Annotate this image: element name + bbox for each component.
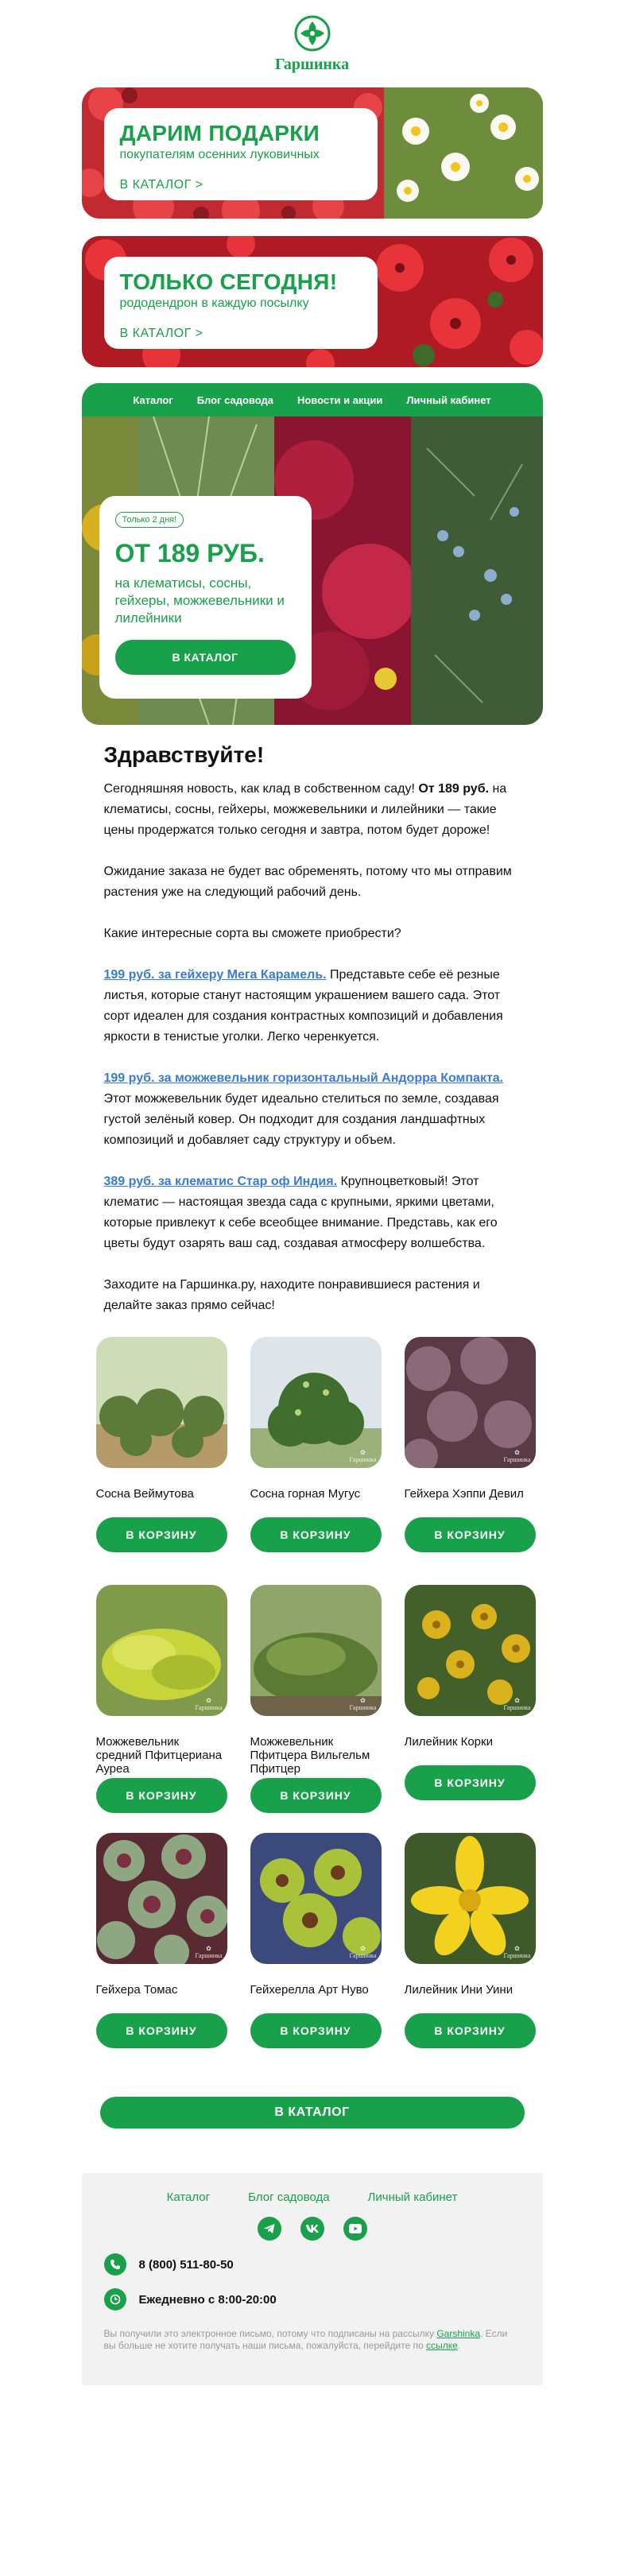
intro-price: От 189 руб. (418, 782, 490, 796)
working-hours: Ежедневно с 8:00-20:00 (138, 2292, 277, 2307)
brand-name: Гаршинка (274, 55, 350, 73)
watermark-logo: ✿ Гаршинка (349, 1945, 377, 1959)
hero-offer-card (99, 496, 312, 699)
watermark-logo: ✿ Гаршинка (195, 1945, 223, 1959)
paragraph-intro (104, 779, 521, 841)
vk-icon[interactable] (300, 2217, 324, 2241)
paragraph-shipping: Ожидание заказа не будет вас обременять, потому что мы отправим растения уже на следующий рабочий день. (103, 865, 512, 899)
unsubscribe-link[interactable]: ссылке (426, 2340, 458, 2351)
gift-banner[interactable] (82, 87, 543, 219)
product-name[interactable]: Сосна горная Мугус (250, 1487, 361, 1501)
add-to-cart-button[interactable]: В КОРЗИНУ (405, 1765, 536, 1800)
intro-text: Сегодняшняя новость, как клад в собственном саду! (103, 782, 419, 796)
product-card (250, 1833, 382, 2081)
product-name[interactable]: Гейхерелла Арт Нуво (250, 1983, 369, 1997)
header-logo[interactable] (82, 0, 543, 87)
duration-badge: Только 2 дня! (115, 512, 184, 528)
today-banner-subtitle: рододендрон в каждую посылку (119, 296, 309, 310)
product-card (250, 1585, 382, 1833)
paragraph-clematis (104, 1172, 521, 1254)
product-image[interactable] (250, 1337, 382, 1468)
gift-banner-card (104, 108, 378, 200)
telegram-icon[interactable] (258, 2217, 281, 2241)
brand-link[interactable]: Garshinka (436, 2328, 481, 2339)
heuchera-link[interactable]: 199 руб. за гейхеру Мега Карамель. (103, 968, 327, 982)
watermark-logo: ✿ Гаршинка (503, 1449, 531, 1463)
nav-news[interactable]: Новости и акции (296, 393, 383, 406)
clematis-link[interactable]: 389 руб. за клематис Стар оф Индия. (103, 1175, 338, 1188)
add-to-cart-button[interactable]: В КОРЗИНУ (250, 1517, 382, 1552)
add-to-cart-button[interactable]: В КОРЗИНУ (96, 2013, 227, 2048)
product-card (96, 1833, 227, 2081)
unsubscribe-notice (104, 2328, 521, 2352)
watermark-logo: ✿ Гаршинка (195, 1697, 223, 1711)
social-links (104, 2217, 521, 2241)
legal-text-end: . (457, 2340, 461, 2351)
add-to-cart-button[interactable]: В КОРЗИНУ (405, 2013, 536, 2048)
watermark-logo: ✿ Гаршинка (349, 1449, 377, 1463)
product-card (405, 1585, 536, 1833)
product-card (96, 1337, 227, 1585)
product-image[interactable] (96, 1337, 227, 1468)
nav-account[interactable]: Личный кабинет (406, 393, 491, 406)
nav-blog[interactable]: Блог садовода (196, 393, 273, 406)
bottom-catalog-button[interactable]: В КАТАЛОГ (100, 2097, 525, 2129)
phone-icon (104, 2253, 126, 2276)
phone-row (104, 2253, 521, 2276)
sale-hero (82, 383, 543, 725)
add-to-cart-button[interactable]: В КОРЗИНУ (96, 1778, 227, 1813)
hero-catalog-button[interactable]: В КАТАЛОГ (115, 640, 296, 675)
add-to-cart-button[interactable]: В КОРЗИНУ (405, 1517, 536, 1552)
heuchera-text: Представьте себе её резные листья, которые станут настоящим украшением вашего сада. Этот сорт идеален для создания контрастных композиций и добавления яркости в тенистые уголки. Легко черенкуется. (103, 968, 503, 1044)
product-image[interactable] (96, 1585, 227, 1716)
clock-icon (104, 2288, 126, 2311)
add-to-cart-button[interactable]: В КОРЗИНУ (250, 1778, 382, 1813)
footer (82, 2173, 543, 2385)
footer-links (104, 2191, 521, 2204)
today-banner-title: ТОЛЬКО СЕГОДНЯ! (119, 269, 338, 294)
gift-banner-title: ДАРИМ ПОДАРКИ (119, 121, 320, 145)
product-card (250, 1337, 382, 1585)
product-image[interactable] (405, 1585, 536, 1716)
intro-text-end: на клематисы, сосны, гейхеры, можжевельники и лилейники — такие цены продержатся только сегодня и завтра, потом будет дороже! (103, 782, 507, 837)
letter-body (82, 725, 543, 1316)
product-name[interactable]: Можжевельник Пфитцера Вильгельм Пфитцер (250, 1735, 370, 1776)
add-to-cart-button[interactable]: В КОРЗИНУ (96, 1517, 227, 1552)
youtube-icon[interactable] (343, 2217, 367, 2241)
today-banner-catalog-link[interactable]: В КАТАЛОГ > (119, 327, 203, 340)
phone-number[interactable]: 8 (800) 511-80-50 (138, 2257, 234, 2272)
paragraph-question: Какие интересные сорта вы сможете приобрести? (103, 927, 401, 940)
juniper-photo (411, 416, 543, 725)
footer-link-account[interactable]: Личный кабинет (367, 2191, 458, 2204)
footer-link-blog[interactable]: Блог садовода (248, 2191, 330, 2204)
product-name[interactable]: Гейхера Хэппи Девил (404, 1487, 524, 1501)
product-name[interactable]: Лилейник Ини Уини (404, 1983, 514, 1997)
today-banner[interactable] (82, 236, 543, 367)
clematis-text: Крупноцветковый! Этот клематис — настоящая звезда сада с крупными, яркими цветами, которые привлекут к себе всеобщее внимание. Представь, как его цветы будут озарять ваш сад, создавая атмосферу волшебства. (103, 1175, 498, 1250)
hours-row (104, 2288, 521, 2311)
product-card (405, 1833, 536, 2081)
product-image[interactable] (96, 1833, 227, 1964)
hero-description: на клематисы, сосны, гейхеры, можжевельники и лилейники (114, 575, 285, 626)
legal-text: Вы получили это электронное письмо, потому что подписаны на рассылку (103, 2328, 437, 2339)
product-card (405, 1337, 536, 1585)
product-name[interactable]: Гейхера Томас (95, 1983, 178, 1997)
product-card (96, 1585, 227, 1833)
product-image[interactable] (405, 1833, 536, 1964)
product-name[interactable]: Лилейник Корки (404, 1735, 493, 1749)
watermark-logo: ✿ Гаршинка (503, 1697, 531, 1711)
juniper-link[interactable]: 199 руб. за можжевельник горизонтальный Андорра Компакта. (103, 1071, 504, 1085)
logo-icon (293, 14, 331, 52)
legal-text-mid: . Если вы больше не хотите получать наши письма, пожалуйста, перейдите по (103, 2328, 508, 2351)
product-image[interactable] (405, 1337, 536, 1468)
product-grid (82, 1337, 543, 2081)
paragraph-final: Заходите на Гаршинка.ру, находите понравившиеся растения и делайте заказ прямо сейчас! (103, 1278, 480, 1312)
paragraph-heuchera (104, 965, 521, 1048)
juniper-text: Этот можжевельник будет идеально стелиться по земле, создавая густой зелёный ковер. Он подходит для создания ландшафтных композиций и добавляет саду структуру и объем. (103, 1092, 499, 1147)
paragraph-juniper (104, 1068, 521, 1151)
gift-banner-catalog-link[interactable]: В КАТАЛОГ > (119, 178, 203, 192)
add-to-cart-button[interactable]: В КОРЗИНУ (250, 2013, 382, 2048)
watermark-logo: ✿ Гаршинка (349, 1697, 377, 1711)
footer-link-catalog[interactable]: Каталог (166, 2191, 211, 2204)
product-image[interactable] (250, 1833, 382, 1964)
top-nav (82, 383, 543, 416)
hero-price: ОТ 189 РУБ. (114, 539, 265, 567)
today-banner-card (104, 257, 378, 349)
nav-catalog[interactable]: Каталог (133, 393, 173, 406)
product-name[interactable]: Можжевельник средний Пфитцериана Ауреа (95, 1735, 223, 1776)
greeting: Здравствуйте! (103, 742, 265, 767)
gift-banner-subtitle: покупателям осенних луковичных (119, 148, 320, 161)
product-name[interactable]: Сосна Веймутова (95, 1487, 194, 1501)
watermark-logo: ✿ Гаршинка (503, 1945, 531, 1959)
email-container (82, 0, 543, 2385)
product-image[interactable] (250, 1585, 382, 1716)
